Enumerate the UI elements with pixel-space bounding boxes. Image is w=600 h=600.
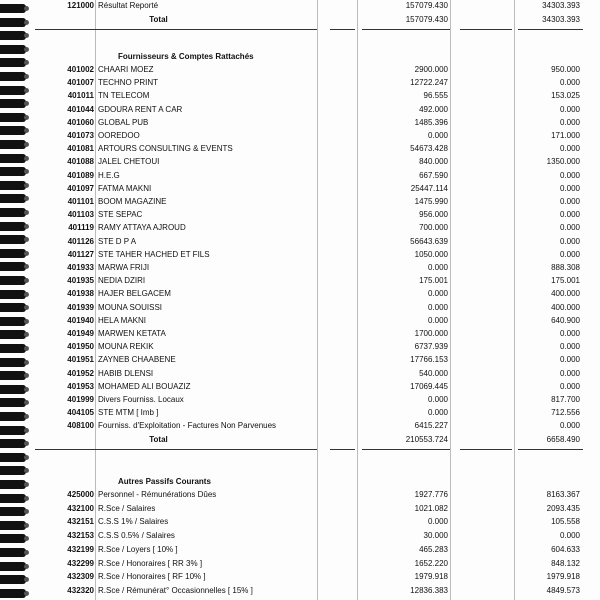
account-label: JALEL CHETOUI	[98, 157, 160, 167]
credit-value: 0.000	[559, 183, 580, 193]
account-row	[0, 530, 600, 542]
binding-ring	[0, 466, 26, 475]
credit-value: 0.000	[559, 329, 580, 338]
debit-value: 1979.918	[414, 572, 448, 582]
credit-value: 0.000	[559, 104, 580, 114]
debit-value: 0.000	[427, 263, 448, 272]
account-code: 121000	[67, 1, 94, 10]
account-label: Résultat Reporté	[98, 1, 159, 10]
debit-value: 2900.000	[414, 65, 448, 74]
debit-value: 0.000	[427, 395, 448, 404]
credit-value: 0.000	[559, 381, 580, 391]
account-row	[0, 288, 600, 300]
section-header	[0, 476, 600, 488]
section-header	[0, 51, 600, 63]
debit-value: 12722.247	[410, 78, 448, 88]
account-label: STE MTM [ Imb ]	[98, 408, 159, 418]
account-label: C.S.S 1% / Salaires	[98, 517, 169, 527]
account-label: HABIB DLENSI	[98, 368, 154, 378]
total-label: Total	[149, 14, 168, 24]
credit-value: 950.000	[551, 65, 580, 74]
debit-value: 25447.114	[410, 183, 448, 193]
account-code: 401101	[67, 197, 94, 206]
credit-value: 0.000	[559, 342, 580, 352]
debit-value: 0.000	[427, 289, 448, 299]
debit-value: 1485.396	[414, 117, 448, 127]
debit-value: 0.000	[427, 408, 448, 418]
account-row	[0, 354, 600, 366]
credit-value: 817.700	[551, 395, 580, 404]
debit-value: 54673.428	[410, 144, 448, 154]
account-row	[0, 341, 600, 353]
account-row	[0, 394, 600, 406]
debit-value: 1475.990	[414, 197, 448, 206]
account-row	[0, 183, 600, 195]
debit-value: 1050.000	[414, 249, 448, 259]
total-debit: 210553.724	[405, 434, 448, 444]
section-separator	[460, 449, 512, 451]
section-separator	[330, 29, 355, 31]
account-row	[0, 544, 600, 556]
account-label: STE SEPAC	[98, 210, 143, 220]
debit-value: 96.555	[423, 91, 448, 101]
account-label: CHAARI MOEZ	[98, 65, 154, 74]
debit-value: 700.000	[419, 223, 448, 233]
account-code: 404105	[67, 408, 94, 418]
section-title: Fournisseurs & Comptes Rattachés	[118, 52, 254, 61]
account-label: GDOURA RENT A CAR	[98, 104, 183, 114]
credit-value: 400.000	[551, 302, 580, 312]
account-label: HELA MAKNI	[98, 315, 147, 325]
section-separator	[362, 449, 450, 451]
account-code: 401949	[67, 329, 94, 338]
account-row	[0, 236, 600, 248]
account-label: MARWEN KETATA	[98, 329, 166, 338]
account-label: ARTOURS CONSULTING & EVENTS	[98, 144, 233, 154]
account-label: STE D P A	[98, 236, 137, 246]
account-code: 401011	[67, 91, 94, 101]
account-code: 401103	[67, 210, 94, 220]
debit-value: 465.283	[419, 544, 448, 554]
account-code: 401953	[67, 381, 94, 391]
account-row	[0, 503, 600, 515]
section-title: Autres Passifs Courants	[118, 477, 211, 486]
debit-value: 1927.776	[414, 490, 448, 499]
credit-value: 34303.393	[542, 1, 580, 10]
debit-value: 0.000	[427, 315, 448, 325]
account-label: GLOBAL PUB	[98, 117, 149, 127]
debit-value: 17766.153	[410, 355, 448, 365]
account-code: 401939	[67, 302, 94, 312]
account-label: C.S.S 0.5% / Salaires	[98, 531, 175, 541]
credit-value: 888.308	[551, 263, 580, 272]
account-label: R.Sce / Honoraires [ RR 3% ]	[98, 558, 203, 568]
account-label: H.E.G	[98, 170, 120, 180]
credit-value: 0.000	[559, 531, 580, 541]
section-separator	[460, 29, 512, 31]
credit-value: 0.000	[559, 355, 580, 365]
account-code: 401933	[67, 263, 94, 272]
credit-value: 400.000	[551, 289, 580, 299]
account-label: FATMA MAKNI	[98, 183, 152, 193]
account-row	[0, 302, 600, 314]
debit-value: 12836.383	[410, 585, 448, 595]
account-label: BOOM MAGAZINE	[98, 197, 167, 206]
account-row	[0, 489, 600, 501]
account-label: R.Sce / Rémunérat° Occasionnelles [ 15% ]	[98, 585, 253, 595]
credit-value: 0.000	[559, 223, 580, 233]
account-code: 401089	[67, 170, 94, 180]
account-row	[0, 130, 600, 142]
account-code: 401935	[67, 276, 94, 286]
account-row	[0, 90, 600, 102]
credit-value: 171.000	[551, 131, 580, 140]
debit-value: 0.000	[427, 131, 448, 140]
account-row	[0, 368, 600, 380]
account-row	[0, 407, 600, 419]
debit-value: 6415.227	[414, 421, 448, 431]
account-row	[0, 328, 600, 340]
account-row	[0, 381, 600, 393]
credit-value: 4849.573	[546, 585, 580, 595]
account-label: Divers Fourniss. Locaux	[98, 395, 184, 404]
account-code: 401938	[67, 289, 94, 299]
total-row	[0, 14, 600, 26]
credit-value: 0.000	[559, 117, 580, 127]
section-separator	[362, 29, 450, 31]
total-credit: 6658.490	[546, 434, 580, 444]
credit-value: 105.558	[551, 517, 580, 527]
total-credit: 34303.393	[542, 14, 580, 24]
debit-value: 17069.445	[410, 381, 448, 391]
credit-value: 0.000	[559, 249, 580, 259]
account-code: 401950	[67, 342, 94, 352]
account-label: R.Sce / Loyers [ 10% ]	[98, 544, 178, 554]
section-separator	[35, 449, 317, 451]
account-label: MOHAMED ALI BOUAZIZ	[98, 381, 191, 391]
account-row	[0, 170, 600, 182]
account-code: 401999	[67, 395, 94, 404]
account-code: 408100	[67, 421, 94, 431]
account-row	[0, 117, 600, 129]
account-code: 401002	[67, 65, 94, 74]
debit-value: 0.000	[427, 302, 448, 312]
credit-value: 0.000	[559, 210, 580, 220]
credit-value: 1350.000	[546, 157, 580, 167]
credit-value: 640.900	[551, 315, 580, 325]
credit-value: 0.000	[559, 170, 580, 180]
credit-value: 2093.435	[546, 503, 580, 513]
credit-value: 0.000	[559, 421, 580, 431]
account-label: RAMY ATTAYA AJROUD	[98, 223, 186, 233]
debit-value: 175.001	[419, 276, 448, 286]
account-code: 401126	[67, 236, 94, 246]
credit-value: 0.000	[559, 236, 580, 246]
account-label: MOUNA SOUISSI	[98, 302, 163, 312]
account-code: 401044	[67, 104, 94, 114]
account-label: MOUNA REKIK	[98, 342, 154, 352]
account-code: 432299	[67, 558, 94, 568]
debit-value: 956.000	[419, 210, 448, 220]
account-label: ZAYNEB CHAABENE	[98, 355, 176, 365]
account-code: 401081	[67, 144, 94, 154]
credit-value: 0.000	[559, 368, 580, 378]
account-code: 401073	[67, 131, 94, 140]
account-code: 401088	[67, 157, 94, 167]
account-code: 401952	[67, 368, 94, 378]
account-row	[0, 77, 600, 89]
account-code: 432153	[67, 531, 94, 541]
account-row	[0, 196, 600, 208]
debit-value: 1700.000	[414, 329, 448, 338]
account-label: MARWA FRIJI	[98, 263, 150, 272]
total-row	[0, 434, 600, 446]
account-row	[0, 275, 600, 287]
section-separator	[35, 29, 317, 31]
debit-value: 667.590	[419, 170, 448, 180]
section-separator	[518, 29, 583, 31]
debit-value: 6737.939	[414, 342, 448, 352]
credit-value: 0.000	[559, 197, 580, 206]
account-row	[0, 585, 600, 597]
debit-value: 1021.082	[414, 503, 448, 513]
account-label: NEDIA DZIRI	[98, 276, 146, 286]
account-label: OOREDOO	[98, 131, 140, 140]
binding-ring	[0, 31, 26, 40]
account-label: STE TAHER HACHED ET FILS	[98, 249, 210, 259]
account-label: HAJER BELGACEM	[98, 289, 171, 299]
account-label: Personnel - Rémunérations Dûes	[98, 490, 217, 499]
account-code: 432151	[67, 517, 94, 527]
debit-value: 157079.430	[405, 1, 448, 10]
binding-ring	[0, 453, 26, 462]
section-separator	[518, 449, 583, 451]
account-code: 401119	[68, 223, 94, 233]
account-code: 401007	[67, 78, 94, 88]
debit-value: 56643.639	[410, 236, 448, 246]
credit-value: 1979.918	[546, 572, 580, 582]
debit-value: 1652.220	[414, 558, 448, 568]
account-code: 425000	[67, 490, 94, 499]
account-label: R.Sce / Salaires	[98, 503, 156, 513]
section-separator	[330, 449, 355, 451]
total-debit: 157079.430	[405, 14, 448, 24]
debit-value: 30.000	[423, 531, 448, 541]
credit-value: 175.001	[551, 276, 580, 286]
credit-value: 8163.367	[546, 490, 580, 499]
account-row	[0, 222, 600, 234]
account-row	[0, 315, 600, 327]
account-row	[0, 558, 600, 570]
account-row	[0, 64, 600, 76]
account-row	[0, 156, 600, 168]
account-label: TECHNO PRINT	[98, 78, 158, 88]
debit-value: 492.000	[419, 104, 448, 114]
debit-value: 840.000	[419, 157, 448, 167]
account-code: 401951	[67, 355, 94, 365]
account-row	[0, 571, 600, 583]
account-code: 401127	[67, 249, 94, 259]
account-code: 401060	[67, 117, 94, 127]
credit-value: 0.000	[559, 144, 580, 154]
credit-value: 153.025	[551, 91, 580, 101]
account-row	[0, 420, 600, 432]
account-row	[0, 104, 600, 116]
account-code: 432199	[67, 544, 94, 554]
credit-value: 0.000	[559, 78, 580, 88]
account-code: 401097	[67, 183, 94, 193]
account-label: TN TELECOM	[98, 91, 150, 101]
account-code: 432309	[67, 572, 94, 582]
account-row	[0, 209, 600, 221]
account-row	[0, 516, 600, 528]
account-row	[0, 262, 600, 274]
debit-value: 540.000	[419, 368, 448, 378]
account-row	[0, 249, 600, 261]
credit-value: 604.633	[551, 544, 580, 554]
account-code: 432320	[67, 585, 94, 595]
debit-value: 0.000	[427, 517, 448, 527]
account-row	[0, 143, 600, 155]
account-row	[0, 0, 600, 12]
account-label: R.Sce / Honoraires [ RF 10% ]	[98, 572, 206, 582]
credit-value: 848.132	[551, 558, 580, 568]
account-label: Fourniss. d'Exploitation - Factures Non Parvenues	[98, 421, 277, 431]
total-label: Total	[149, 434, 168, 444]
credit-value: 712.556	[551, 408, 580, 418]
account-code: 432100	[67, 503, 94, 513]
account-code: 401940	[67, 315, 94, 325]
